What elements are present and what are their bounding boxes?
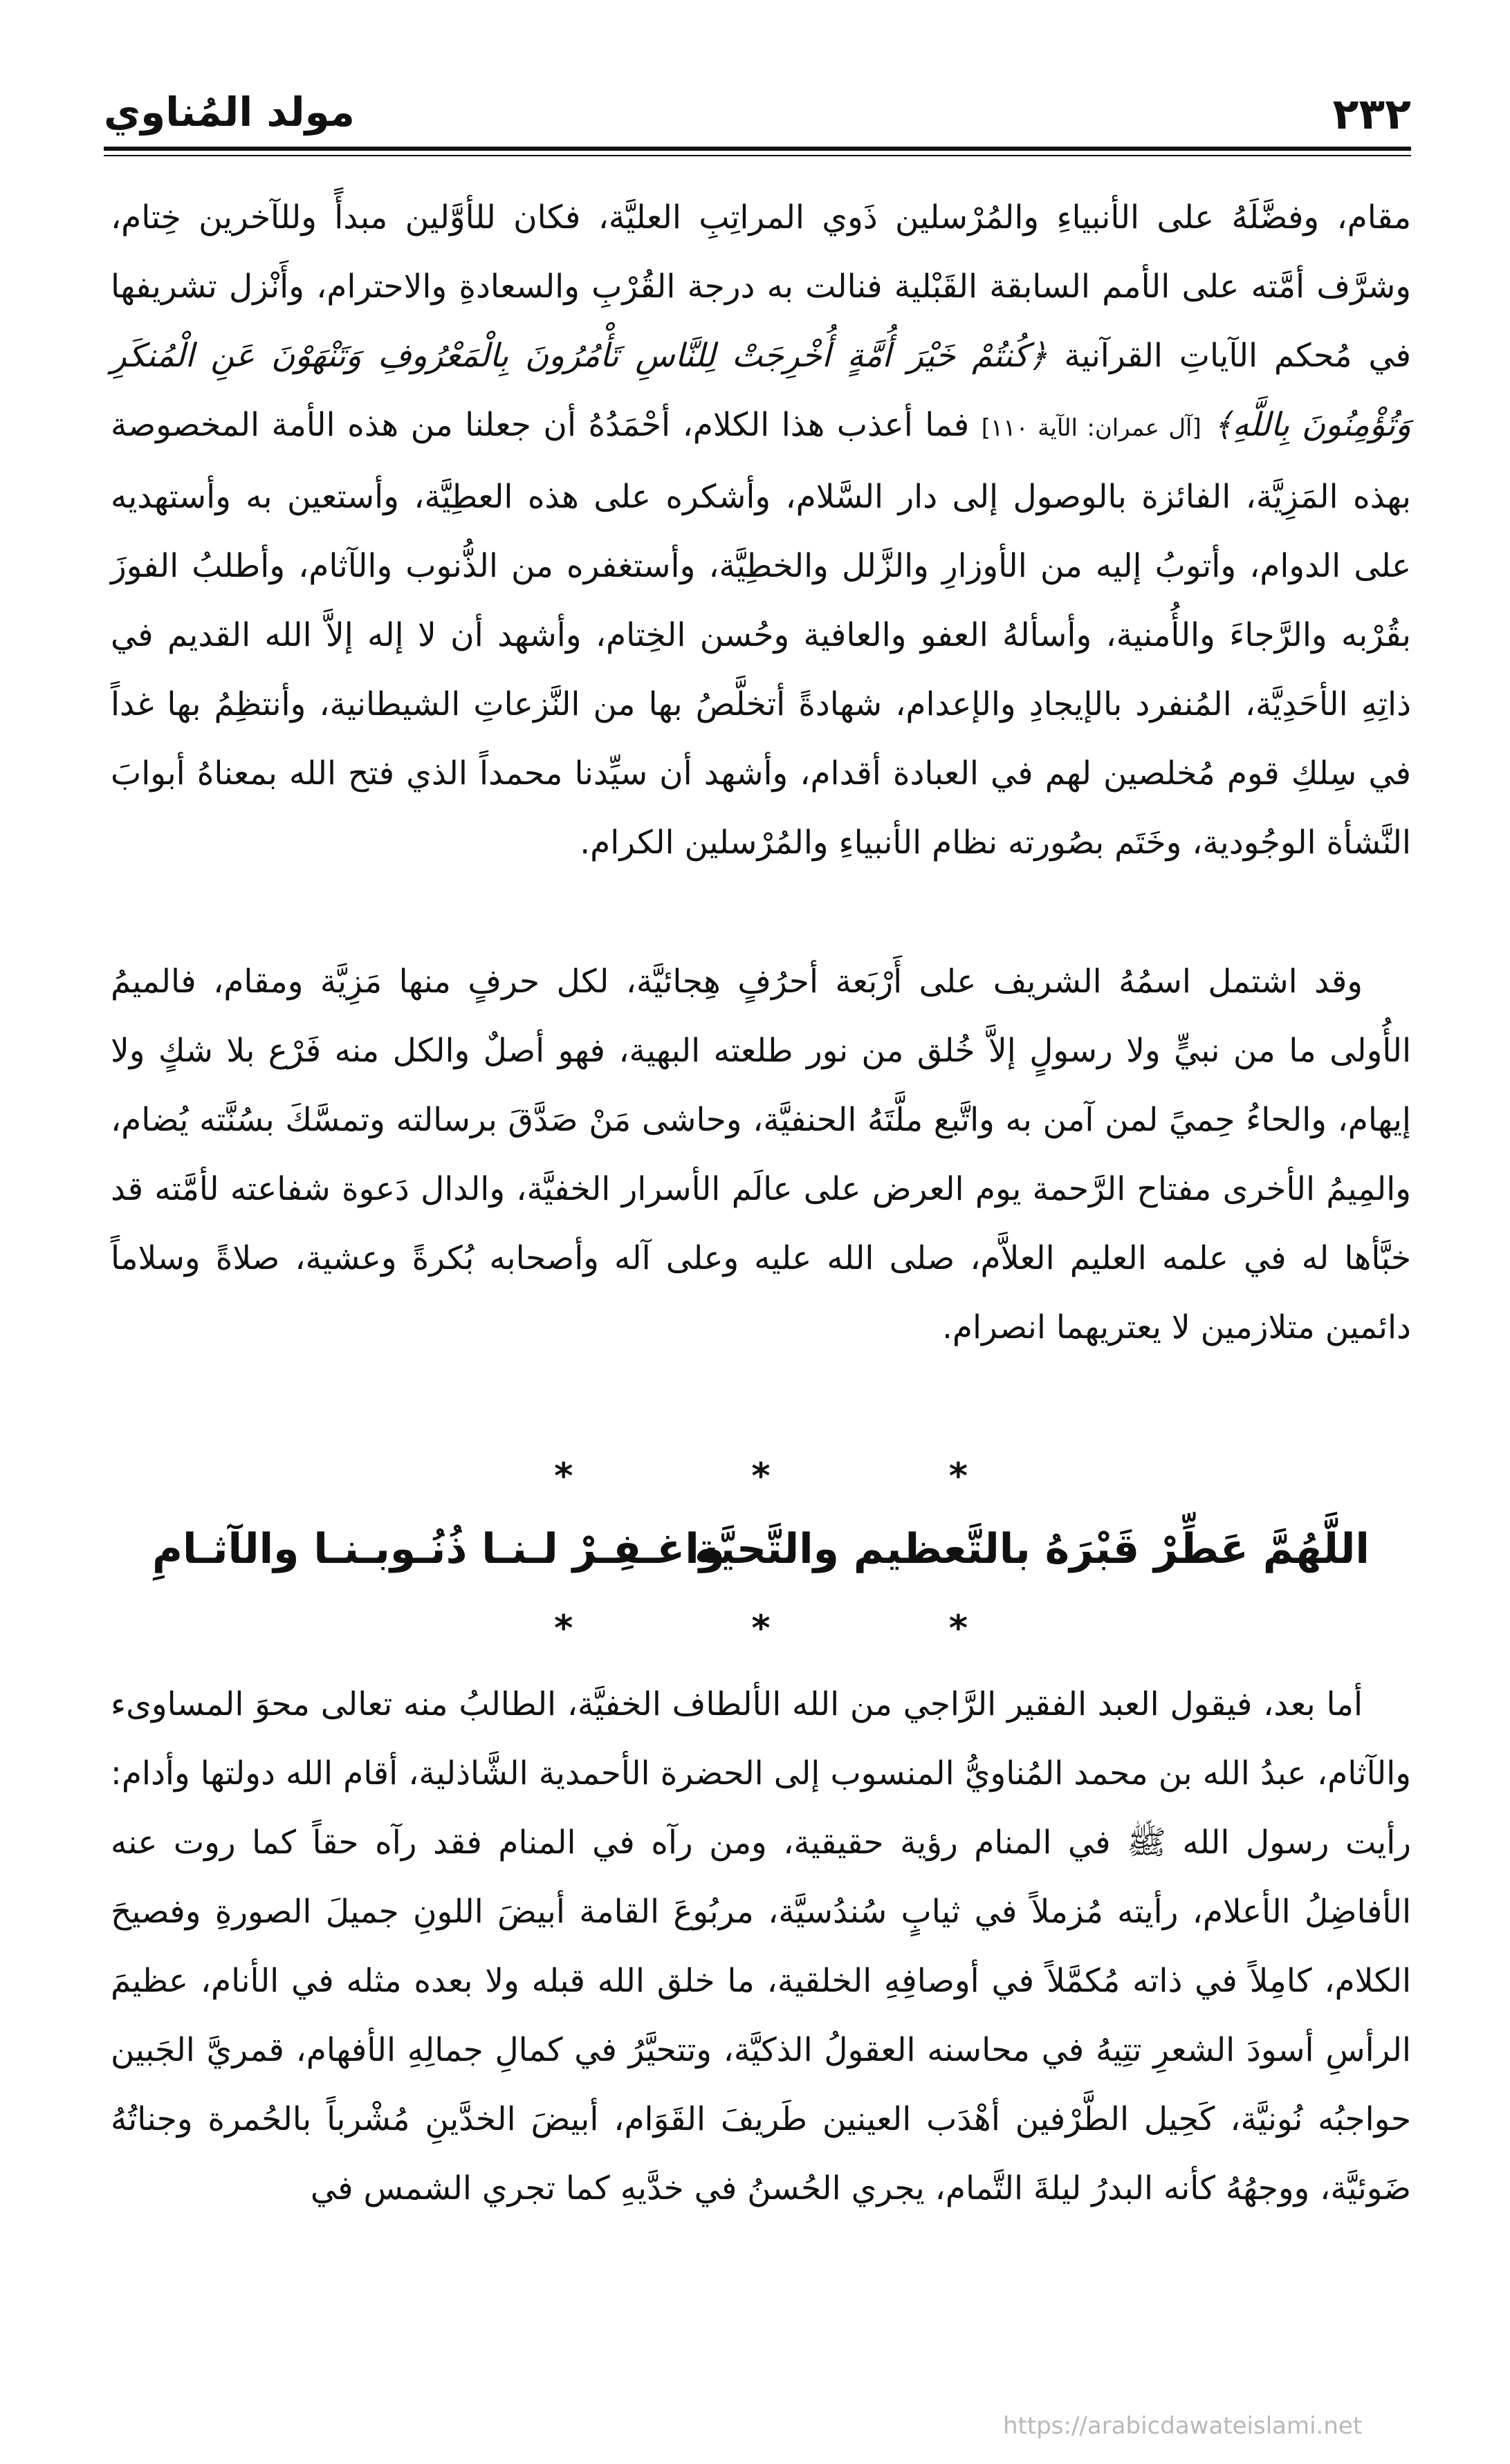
paragraph: أما بعد، فيقول العبد الفقير الرَّاجي من الله الألطاف الخفيَّة، الطالبُ منه تعالى محوَ المساوىء والآثام، عبدُ الله بن محمد المُناويُّ المنسوب إلى الحضرة الأحمدية الشَّاذلية، أقام الله دولتها وأدام: رأيت رسول الله ﷺ في المنام رؤية حقيقية، ومن رآه في المنام فقد رآه حقاً كما روت عنه الأفاضِلُ الأعلام، رأيته مُزملاً في ثيابٍ سُندُسيَّة، مربُوعَ القامة أبيضَ اللونِ جميلَ الصورةِ وفصيحَ الكلام، كامِلاً في ذاته مُكمَّلاً في أوصافِهِ الخلقية، ما خلق الله قبله ولا بعده مثله في الأنام، عظيمَ الرأسِ أسودَ الشعرِ تتِيهُ في محاسنه العقولُ الذكيَّة، وتتحيَّرُ في كمالِ جمالِهِ الأفهام، قمريَّ الجَبين حواجبُه نُونيَّة، كَحِيل الطَّرْفين أهْدَب العينين طَريفَ القَوَام، أبيضَ الخدَّينِ مُشْرباً بالحُمرة وجناتُهُ ضَوئيَّة، ووجهُهُ كأنه البدرُ ليلةَ التَّمام، يجري الحُسنُ في خدَّيهِ كما تجري الشمس في xyxy=(111,1685,1411,2207)
page-number: ٢٣٢ xyxy=(1332,89,1411,139)
website-watermark: https://arabicdawateislami.net xyxy=(1003,2412,1363,2440)
opening-passage xyxy=(111,183,1411,878)
header-rule-thick xyxy=(104,147,1411,151)
asterisk-separator-bottom: * * * xyxy=(554,1608,1051,1649)
poem-hemistich-first: اللَّهُمَّ عَطِّرْ قَبْرَهُ بالتَّعظيم والتَّحيَّة xyxy=(694,1525,1370,1573)
paragraph-text: مقام، وفضَّلَهُ على الأنبياءِ والمُرْسلين ذَوي المراتِبِ العليَّة، فكان للأوَّلين مبدأً وللآخرين خِتام، وشرَّف أمَّته على الأمم السابقة القَبْلية فنالت به درجة القُرْبِ والسعادةِ والاحترام، وأَنْزل تشريفها في مُحكم الآياتِ القرآنية xyxy=(111,198,1411,375)
name-letters-passage xyxy=(111,947,1411,1362)
main-narrative-passage xyxy=(111,1670,1411,2223)
poem-verse xyxy=(152,1518,1370,1594)
paragraph: وقد اشتمل اسمُهُ الشريف على أَرْبَعة أحرُفٍ هِجائيَّة، لكل حرفٍ منها مَزِيَّة ومقام، فالميمُ الأُولى ما من نبيٍّ ولا رسولٍ إلاَّ خُلق من نور طلعته البهية، فهو أصلٌ والكل منه فَرْع بلا شكٍ ولا إيهام، والحاءُ حِميً لمن آمن به واتَّبع ملَّتَهُ الحنفيَّة، وحاشى مَنْ صَدَّقَ برسالته وتمسَّكَ بسُنَّته يُضام، والمِيمُ الأخرى مفتاح الرَّحمة يوم العرض على عالَم الأسرار الخفيَّة، والدال دَعوة شفاعته لأمَّته قد خبَّأها له في علمه العليم العلاَّم، صلى الله عليه وعلى آله وأصحابه بُكرةً وعشية، صلاةً وسلاماً دائمين متلازمين لا يعتريهما انصرام. xyxy=(111,963,1411,1346)
running-title: مولد المُناوي xyxy=(104,89,355,136)
verse-reference: [آل عمران: الآية ١١٠] xyxy=(981,414,1201,442)
page-header xyxy=(104,76,1411,152)
quran-verse: ﴿كُنتُمْ خَيْرَ أُمَّةٍ أُخْرِجَتْ لِلنَّاسِ تَأْمُرُونَ بِالْمَعْرُوفِ وَتَنْهَوْنَ عَنِ الْمُنكَرِ وَتُؤْمِنُونَ بِاللَّهِ﴾ xyxy=(111,337,1411,444)
header-rule-thin xyxy=(104,155,1411,156)
poem-hemistich-second: واغـفِـرْ لـنـا ذُنُـوبـنـا والآثـامِ xyxy=(152,1525,726,1573)
paragraph-text: فما أعذب هذا الكلام، أحْمَدُهُ أن جعلنا من هذه الأمة المخصوصة بهذه المَزِيَّة، الفائزة بالوصول إلى دار السَّلام، وأشكره على هذه العطِيَّة، وأستعين به وأستهديه على الدوام، وأتوبُ إليه من الأوزارِ والزَّلل والخطِيَّة، وأستغفره من الذُّنوب والآثام، وأطلبُ الفوزَ بقُرْبه والرَّجاءَ والأُمنية، وأسألهُ العفو والعافية وحُسن الخِتام، وأشهد أن لا إله إلاَّ الله القديم في ذاتِهِ الأحَدِيَّة، المُنفرد بالإيجادِ والإعدام، شهادةً أتخلَّصُ بها من النَّزعاتِ الشيطانية، وأنتظِمُ بها غداً في سِلكِ قوم مُخلصين لهم في العبادة أقدام، وأشهد أن سيِّدنا محمداً الذي فتح الله بمعناهُ أبوابَ النَّشأة الوجُودية، وخَتَم بصُورته نظام الأنبياءِ والمُرْسلين الكرام. xyxy=(111,406,1411,862)
asterisk-separator-top: * * * xyxy=(554,1456,1051,1497)
paragraph xyxy=(111,183,1411,878)
